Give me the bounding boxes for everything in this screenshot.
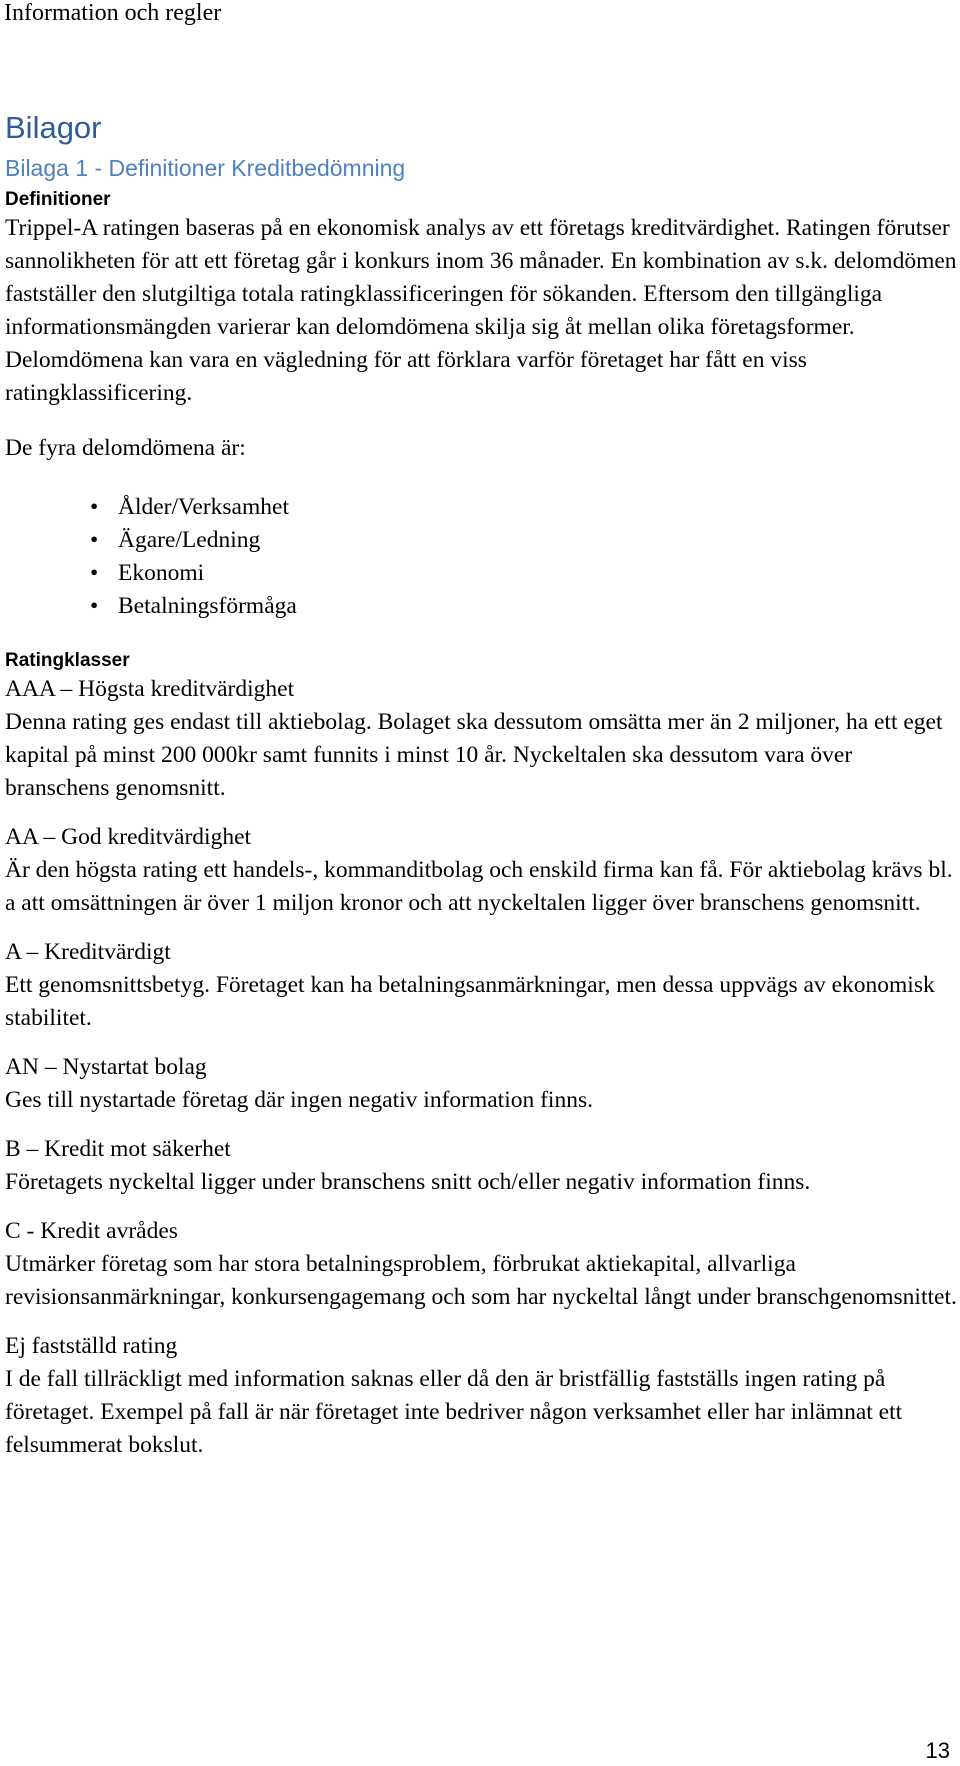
definitions-paragraph — [5, 212, 960, 410]
definitions-heading: Definitioner — [5, 189, 111, 210]
definitions-intro-part1: Trippel-A ratingen baseras på en ekonomisk analys av ett företags kreditvärdighet. Ratingen förutser sannolikheten för att ett företag går i konkurs inom 36 månader. En kombination av s.k. delomdömen fastställer den slutgiltiga totala ratingklassificeringen för sökanden. — [5, 215, 957, 307]
bullet-icon: • — [90, 560, 99, 586]
definitions-intro-part2: Eftersom den tillgängliga informationsmängden varierar kan delomdömena skilja sig åt mellan olika företagsformer. Delomdömena kan vara en vägledning för att förklara varför företaget har fått en viss ratingklassificering. — [5, 281, 883, 406]
rating-class-title: AA – God kreditvärdighet — [5, 824, 252, 850]
list-item-label: Ålder/Verksamhet — [118, 494, 289, 520]
running-header: Information och regler — [4, 0, 222, 26]
list-item — [90, 491, 960, 524]
rating-class-c — [5, 1215, 960, 1314]
rating-class-a — [5, 936, 960, 1035]
page-title: Bilagor — [5, 110, 102, 145]
rating-class-text: I de fall tillräckligt med information saknas eller då den är bristfällig fastställs ingen rating på företaget. Exempel på fall är när företaget inte bedriver någon verksamhet eller har inlämnat ett felsummerat bokslut. — [5, 1366, 903, 1458]
rating-class-title: C - Kredit avrådes — [5, 1218, 178, 1244]
list-item — [90, 590, 960, 623]
subjudgements-lead: De fyra delomdömena är: — [5, 435, 246, 461]
rating-class-title: Ej fastställd rating — [5, 1333, 178, 1359]
rating-class-aa — [5, 821, 960, 920]
rating-class-an — [5, 1051, 960, 1117]
rating-class-text: Ges till nystartade företag där ingen negativ information finns. — [5, 1087, 593, 1113]
list-item — [90, 524, 960, 557]
list-item-label: Betalningsförmåga — [118, 593, 297, 619]
subjudgements-list — [5, 491, 960, 623]
bullet-icon: • — [90, 494, 99, 520]
list-item-label: Ägare/Ledning — [118, 527, 261, 553]
rating-class-text: Ett genomsnittsbetyg. Företaget kan ha betalningsanmärkningar, men dessa uppvägs av ekonomisk stabilitet. — [5, 972, 935, 1031]
bullet-icon: • — [90, 527, 99, 553]
list-item — [90, 557, 960, 590]
rating-class-aaa — [5, 673, 960, 805]
list-item-label: Ekonomi — [118, 560, 205, 586]
rating-class-unrated — [5, 1330, 960, 1462]
appendix-subtitle: Bilaga 1 - Definitioner Kreditbedömning — [5, 155, 406, 181]
document-body — [5, 108, 960, 1462]
rating-class-title: AAA – Högsta kreditvärdighet — [5, 676, 295, 702]
rating-class-text: Företagets nyckeltal ligger under branschens snitt och/eller negativ information finns. — [5, 1169, 811, 1195]
rating-class-title: AN – Nystartat bolag — [5, 1054, 207, 1080]
page-number: 13 — [925, 1738, 950, 1763]
rating-class-text: Utmärker företag som har stora betalningsproblem, förbrukat aktiekapital, allvarliga revisionsanmärkningar, konkursengagemang och som har nyckeltal långt under branschgenomsnittet. — [5, 1251, 957, 1310]
rating-class-title: B – Kredit mot säkerhet — [5, 1136, 231, 1162]
ratingklasser-heading: Ratingklasser — [5, 650, 130, 671]
rating-class-b — [5, 1133, 960, 1199]
bullet-icon: • — [90, 593, 99, 619]
rating-class-text: Denna rating ges endast till aktiebolag. Bolaget ska dessutom omsätta mer än 2 miljoner, ha ett eget kapital på minst 200 000kr samt funnits i minst 10 år. Nyckeltalen ska dessutom vara över branschens genomsnitt. — [5, 709, 943, 801]
rating-class-title: A – Kreditvärdigt — [5, 939, 171, 965]
rating-class-text: Är den högsta rating ett handels-, kommanditbolag och enskild firma kan få. För aktiebolag krävs bl. a att omsättningen är över 1 miljon kronor och att nyckeltalen ligger över branschens genomsnitt. — [5, 857, 953, 916]
